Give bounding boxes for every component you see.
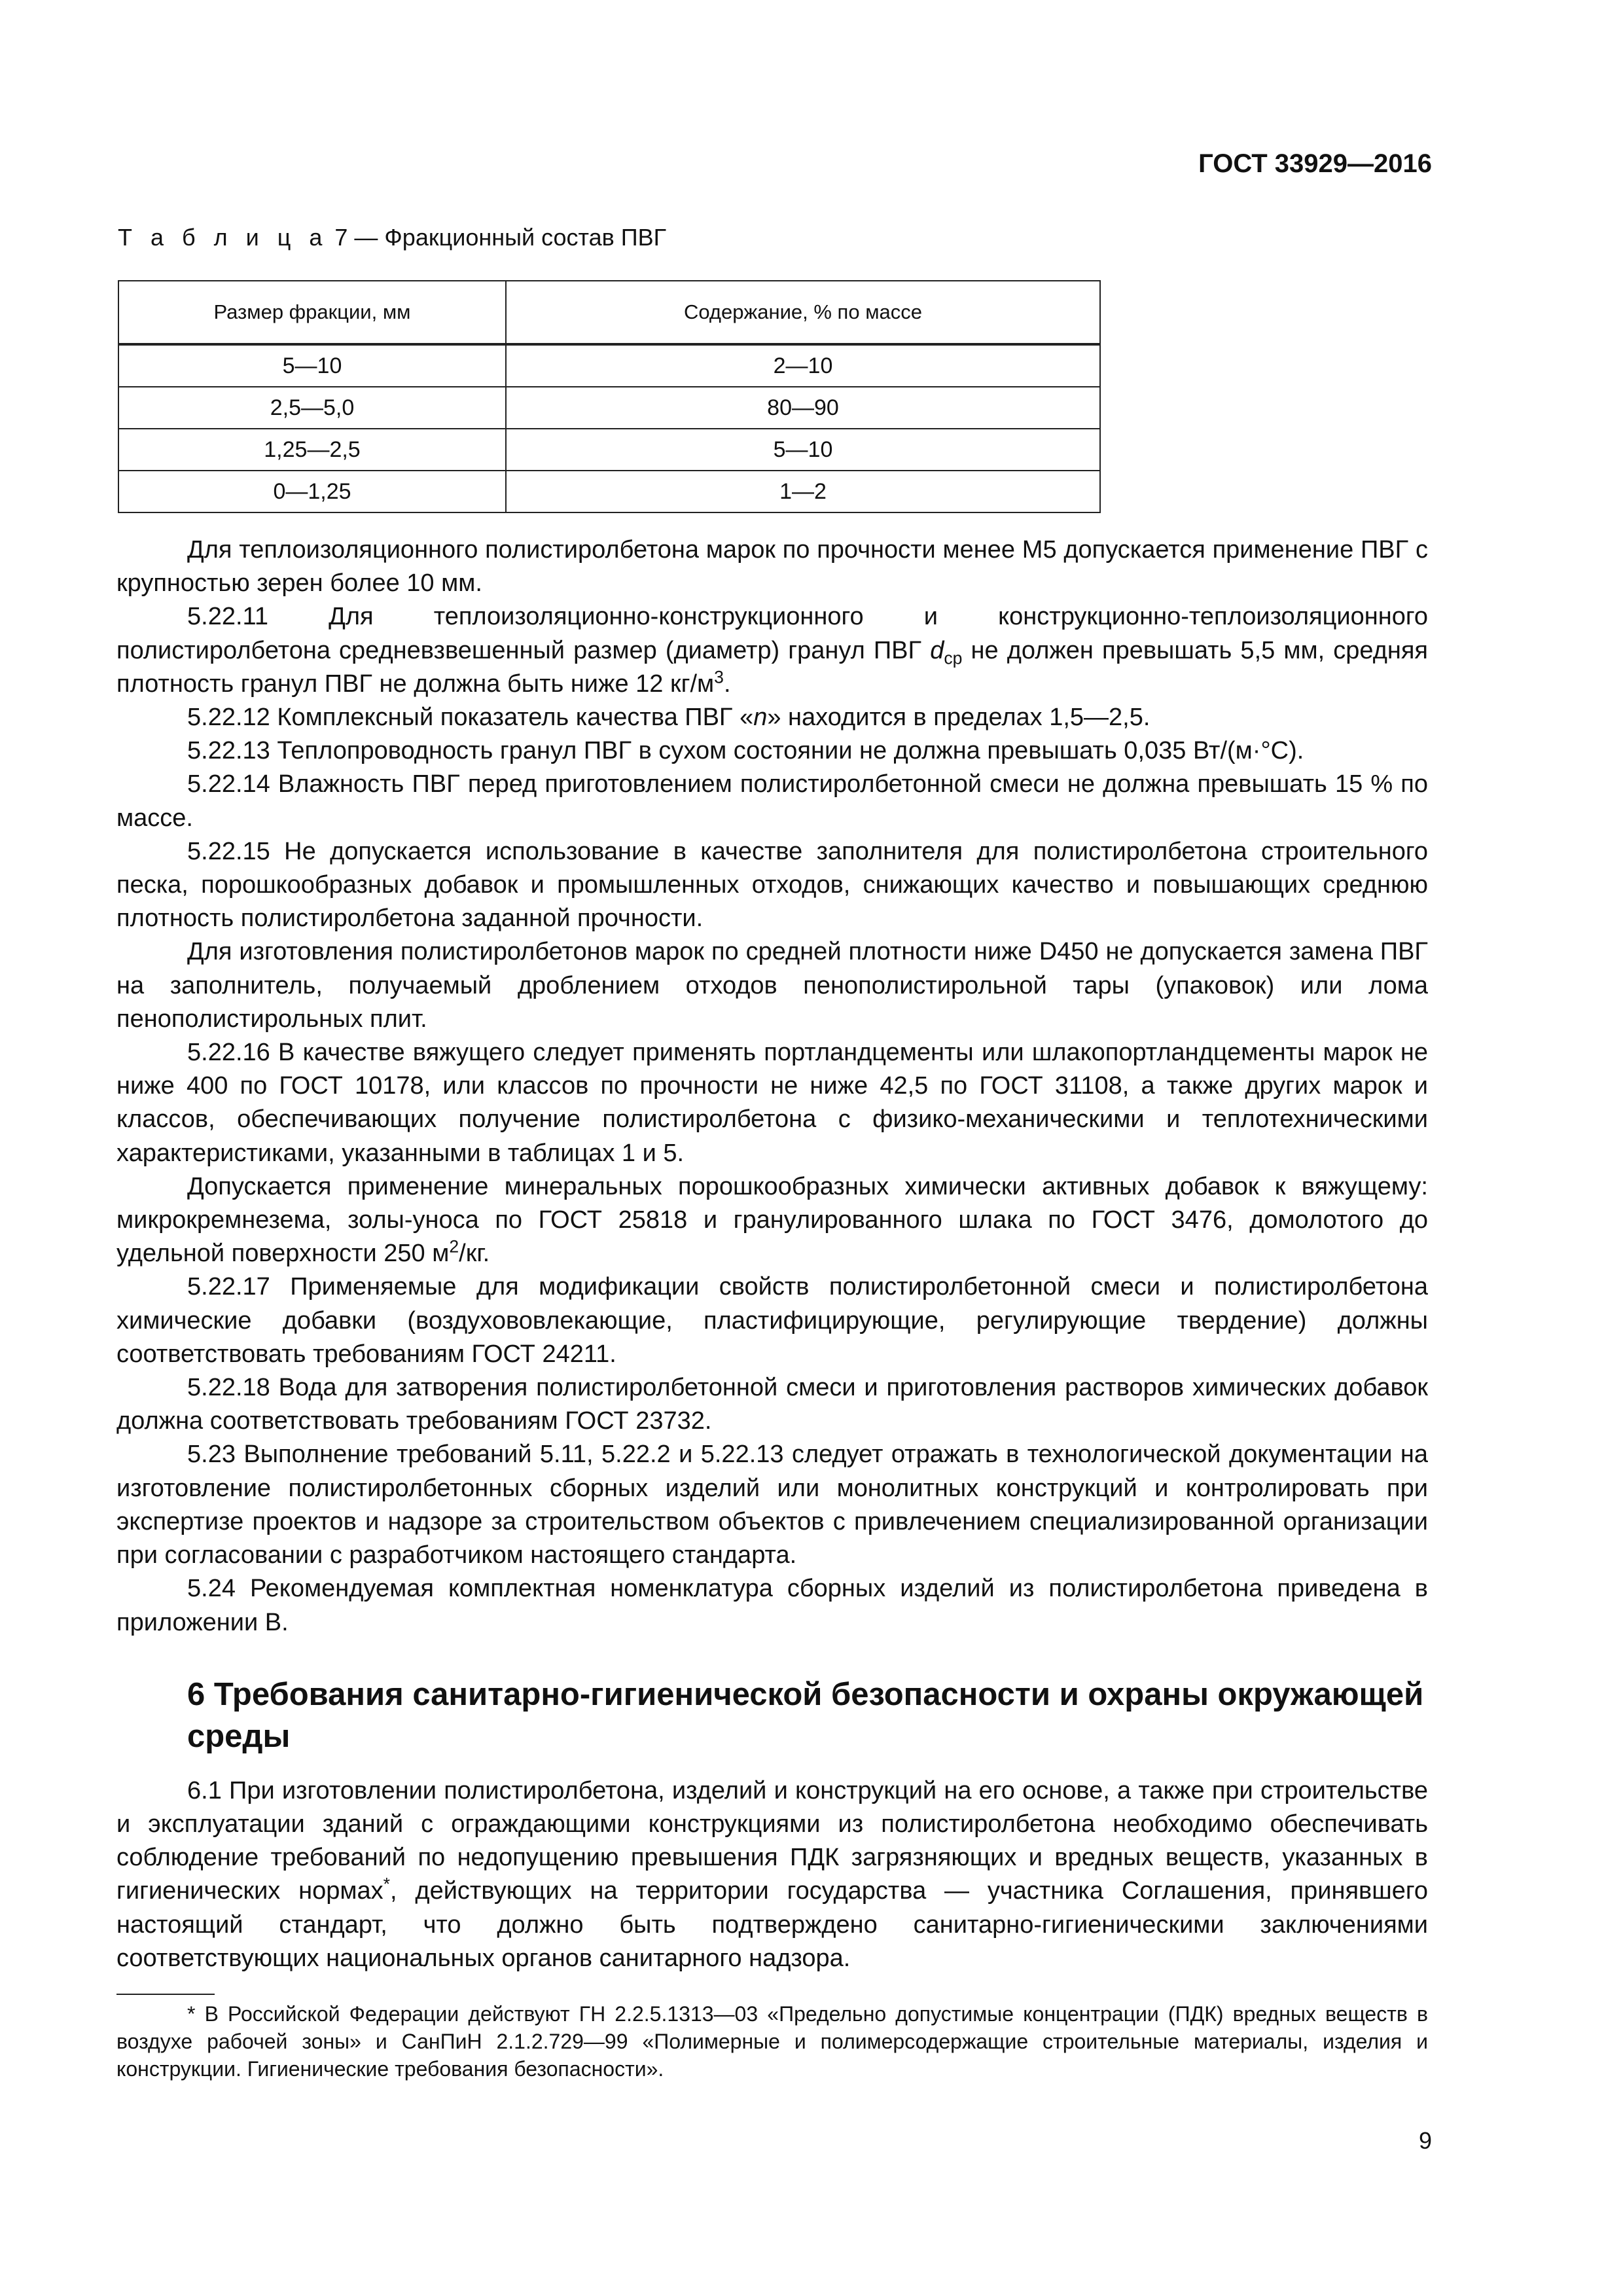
paragraph-5-23: 5.23 Выполнение требований 5.11, 5.22.2 и 5.22.13 следует отражать в технологической документации на изготовление полистиролбетонных сборных изделий или монолитных конструкций и контролировать при экспертизе проектов и надзоре за строительством объектов с привлечением специализированной организации при согласовании с разработчиком настоящего стандарта.	[116, 1441, 1428, 1570]
paragraph: Для изготовления полистиролбетонов марок по средней плотности ниже D450 не допускается замена ПВГ на заполнитель, получаемый дроблением отходов пенополистирольной тары (упаковок) или лома пенополистирольных плит.	[116, 938, 1428, 1033]
footnote-divider	[116, 1994, 215, 1995]
cell-content: 5—10	[506, 429, 1100, 471]
document-body	[116, 533, 1428, 2083]
paragraph-5-22-11: 5.22.11 Для теплоизоляционно-конструкционного и конструкционно-теплоизоляционного полистиролбетона средневзвешенный размер (диаметр) гранул ПВГ $d_{ср}$ не должен превышать 5,5 мм, средняя плотность гранул ПВГ не должна быть ниже 12 $кг/м^3$.	[116, 603, 1429, 698]
cell-size: 0—1,25	[118, 471, 506, 512]
table-row	[118, 429, 1100, 471]
paragraph-5-22-12: 5.22.12 Комплексный показатель качества ПВГ «n» находится в пределах 1,5—2,5.	[187, 704, 1150, 732]
table-row	[118, 387, 1100, 429]
page-number: 9	[1418, 2127, 1432, 2154]
table-caption-label: Т а б л и ц а	[118, 224, 329, 251]
cell-content: 1—2	[506, 471, 1100, 512]
paragraph: Допускается применение минеральных порошкообразных химически активных добавок к вяжущему: микрокремнезема, золы-уноса по ГОСТ 25818 и гранулированного шлака по ГОСТ 3476, домолотого до удельной поверхности 250 $м^2/кг$.	[116, 1172, 1428, 1268]
paragraph-6-1: 6.1 При изготовлении полистиролбетона, изделий и конструкций на его основе, а также при строительстве и эксплуатации зданий с ограждающими конструкциями из полистиролбетона необходимо обеспечивать соблюдение требований по недопущению превышения ПДК загрязняющих и вредных веществ, указанных в гигиенических нормах*, действующих на территории государства — участника Соглашения, принявшего настоящий стандарт, что должно быть подтверждено санитарно-гигиеническими заключениями соответствующих национальных органов санитарного надзора.	[116, 1776, 1429, 1972]
paragraph-5-22-17: 5.22.17 Применяемые для модификации свойств полистиролбетонной смеси и полистиролбетона химические добавки (воздухововлекающие, пластифицирующие, регулирующие твердение) должны соответствовать требованиям ГОСТ 24211.	[116, 1273, 1428, 1368]
document-number-header: ГОСТ 33929—2016	[1198, 149, 1432, 178]
footnote: * В Российской Федерации действуют ГН 2.2.5.1313—03 «Предельно допустимые концентрации (ПДК) вредных веществ в воздухе рабочей зоны» и СанПиН 2.1.2.729—99 «Полимерные и полимерсодержащие строительные материалы, изделия и конструкции. Гигиенические требования безопасности».	[116, 2001, 1428, 2081]
paragraph-5-22-13: 5.22.13 Теплопроводность гранул ПВГ в сухом состоянии не должна превышать 0,035 Вт/(м·°С).	[187, 737, 1304, 765]
paragraph-5-22-15: 5.22.15 Не допускается использование в качестве заполнителя для полистиролбетона строительного песка, порошкообразных добавок и промышленных отходов, снижающих качество и повышающих среднюю плотность полистиролбетона заданной прочности.	[116, 837, 1428, 933]
table-header-row	[118, 281, 1100, 344]
cell-size: 5—10	[118, 344, 506, 387]
section-6-heading: 6 Требования санитарно-гигиенической безопасности и охраны окружающей среды	[187, 1676, 1424, 1754]
table-row	[118, 471, 1100, 512]
paragraph-5-24: 5.24 Рекомендуемая комплектная номенклатура сборных изделий из полистиролбетона приведена в приложении В.	[116, 1575, 1428, 1636]
cell-size: 1,25—2,5	[118, 429, 506, 471]
paragraph-5-22-14: 5.22.14 Влажность ПВГ перед приготовлением полистиролбетонной смеси не должна превышать 15 % по массе.	[116, 770, 1428, 832]
column-header-size: Размер фракции, мм	[118, 281, 506, 344]
paragraph-5-22-16: 5.22.16 В качестве вяжущего следует применять портландцементы или шлакопортландцементы марок не ниже 400 по ГОСТ 10178, или классов по прочности не ниже 42,5 по ГОСТ 31108, а также других марок и классов, обеспечивающих получение полистиролбетона с физико-механическими и теплотехническими характеристиками, указанными в таблицах 1 и 5.	[116, 1039, 1428, 1167]
fraction-table	[118, 280, 1101, 513]
table-caption-title: 7 — Фракционный состав ПВГ	[328, 224, 667, 251]
paragraph: Для теплоизоляционного полистиролбетона марок по прочности менее М5 допускается применение ПВГ с крупностью зерен более 10 мм.	[116, 536, 1428, 598]
paragraph-5-22-18: 5.22.18 Вода для затворения полистиролбетонной смеси и приготовления растворов химических добавок должна соответствовать требованиям ГОСТ 23732.	[116, 1374, 1428, 1435]
cell-content: 2—10	[506, 344, 1100, 387]
table-caption	[118, 224, 666, 251]
cell-content: 80—90	[506, 387, 1100, 429]
cell-size: 2,5—5,0	[118, 387, 506, 429]
table-row	[118, 344, 1100, 387]
column-header-content: Содержание, % по массе	[506, 281, 1100, 344]
